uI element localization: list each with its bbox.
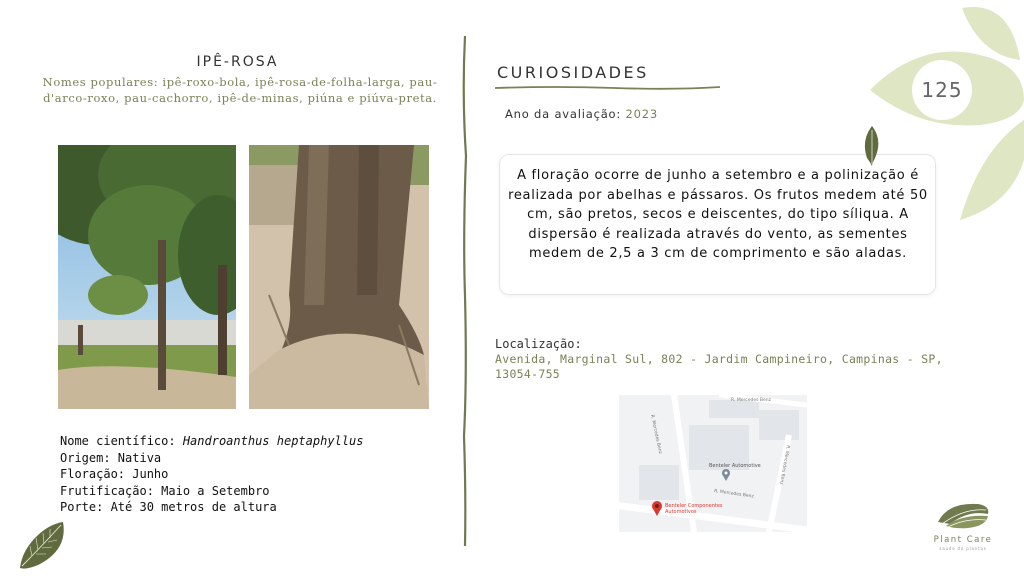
location-address: Avenida, Marginal Sul, 802 - Jardim Campineiro, Campinas - SP, 13054-755 [495,352,943,381]
map-street-right: R. Mercedes Benz [778,444,790,485]
scientific-name: Nome científico: Handroanthus heptaphyllus [60,434,364,448]
species-facts [60,433,460,516]
map-place-2-line2: Automotivos [665,509,697,515]
popular-names: Nomes populares: ipê-roxo-bola, ipê-rosa-de-folha-larga, pau-d'arco-roxo, pau-cachorro, ipê-de-minas, piúna e piúva-preta. [42,75,438,105]
location-map [619,395,807,532]
curiosities-heading: CURIOSIDADES [497,63,649,82]
tree-photo-canopy [58,145,236,409]
fruiting: Frutificação: Maio a Setembro [60,483,270,498]
curiosities-text: A floração ocorre de junho a setembro e a polinização é realizada por abelhas e pássaros. Os frutos medem até 50 cm, são pretos, secos e deiscentes, do tipo síliqua. A dispersão é realizada através do vento, as sementes medem de 2,5 a 3 cm de comprimento e são aladas. [508,168,928,261]
page-number: 125 [921,78,963,102]
location-label: Localização: [495,337,582,351]
vertical-divider [456,36,474,546]
evaluation-year: Ano da avaliação: 2023 [505,107,658,121]
map-place-1: Benteler Automotive [709,463,761,469]
evaluation-year-value: 2023 [625,107,658,121]
leaf-decoration-icon [860,0,1024,230]
size: Porte: Até 30 metros de altura [60,500,277,514]
small-leaf-icon [861,126,883,166]
heading-underline [495,84,720,92]
scientific-name-value: Handroanthus heptaphyllus [182,434,364,448]
map-place-2-line1: Benteler Componentes [665,503,723,509]
map-street-left: R. Mercedes Benz [649,414,663,455]
map-street-bottom: R. Mercedes Benz [713,489,754,500]
brand-tagline: saúde de plantas [939,546,987,551]
species-title: IPÊ-ROSA [196,54,279,70]
bottom-leaf-icon [18,520,68,570]
plant-care-logo-icon [928,500,998,532]
brand-name: Plant Care [933,535,993,545]
flowering: Floração: Junho [60,467,169,481]
origin: Origem: Nativa [60,450,162,465]
tree-photo-trunk [249,145,429,409]
map-street-top: R. Mercedes Benz [731,398,771,403]
